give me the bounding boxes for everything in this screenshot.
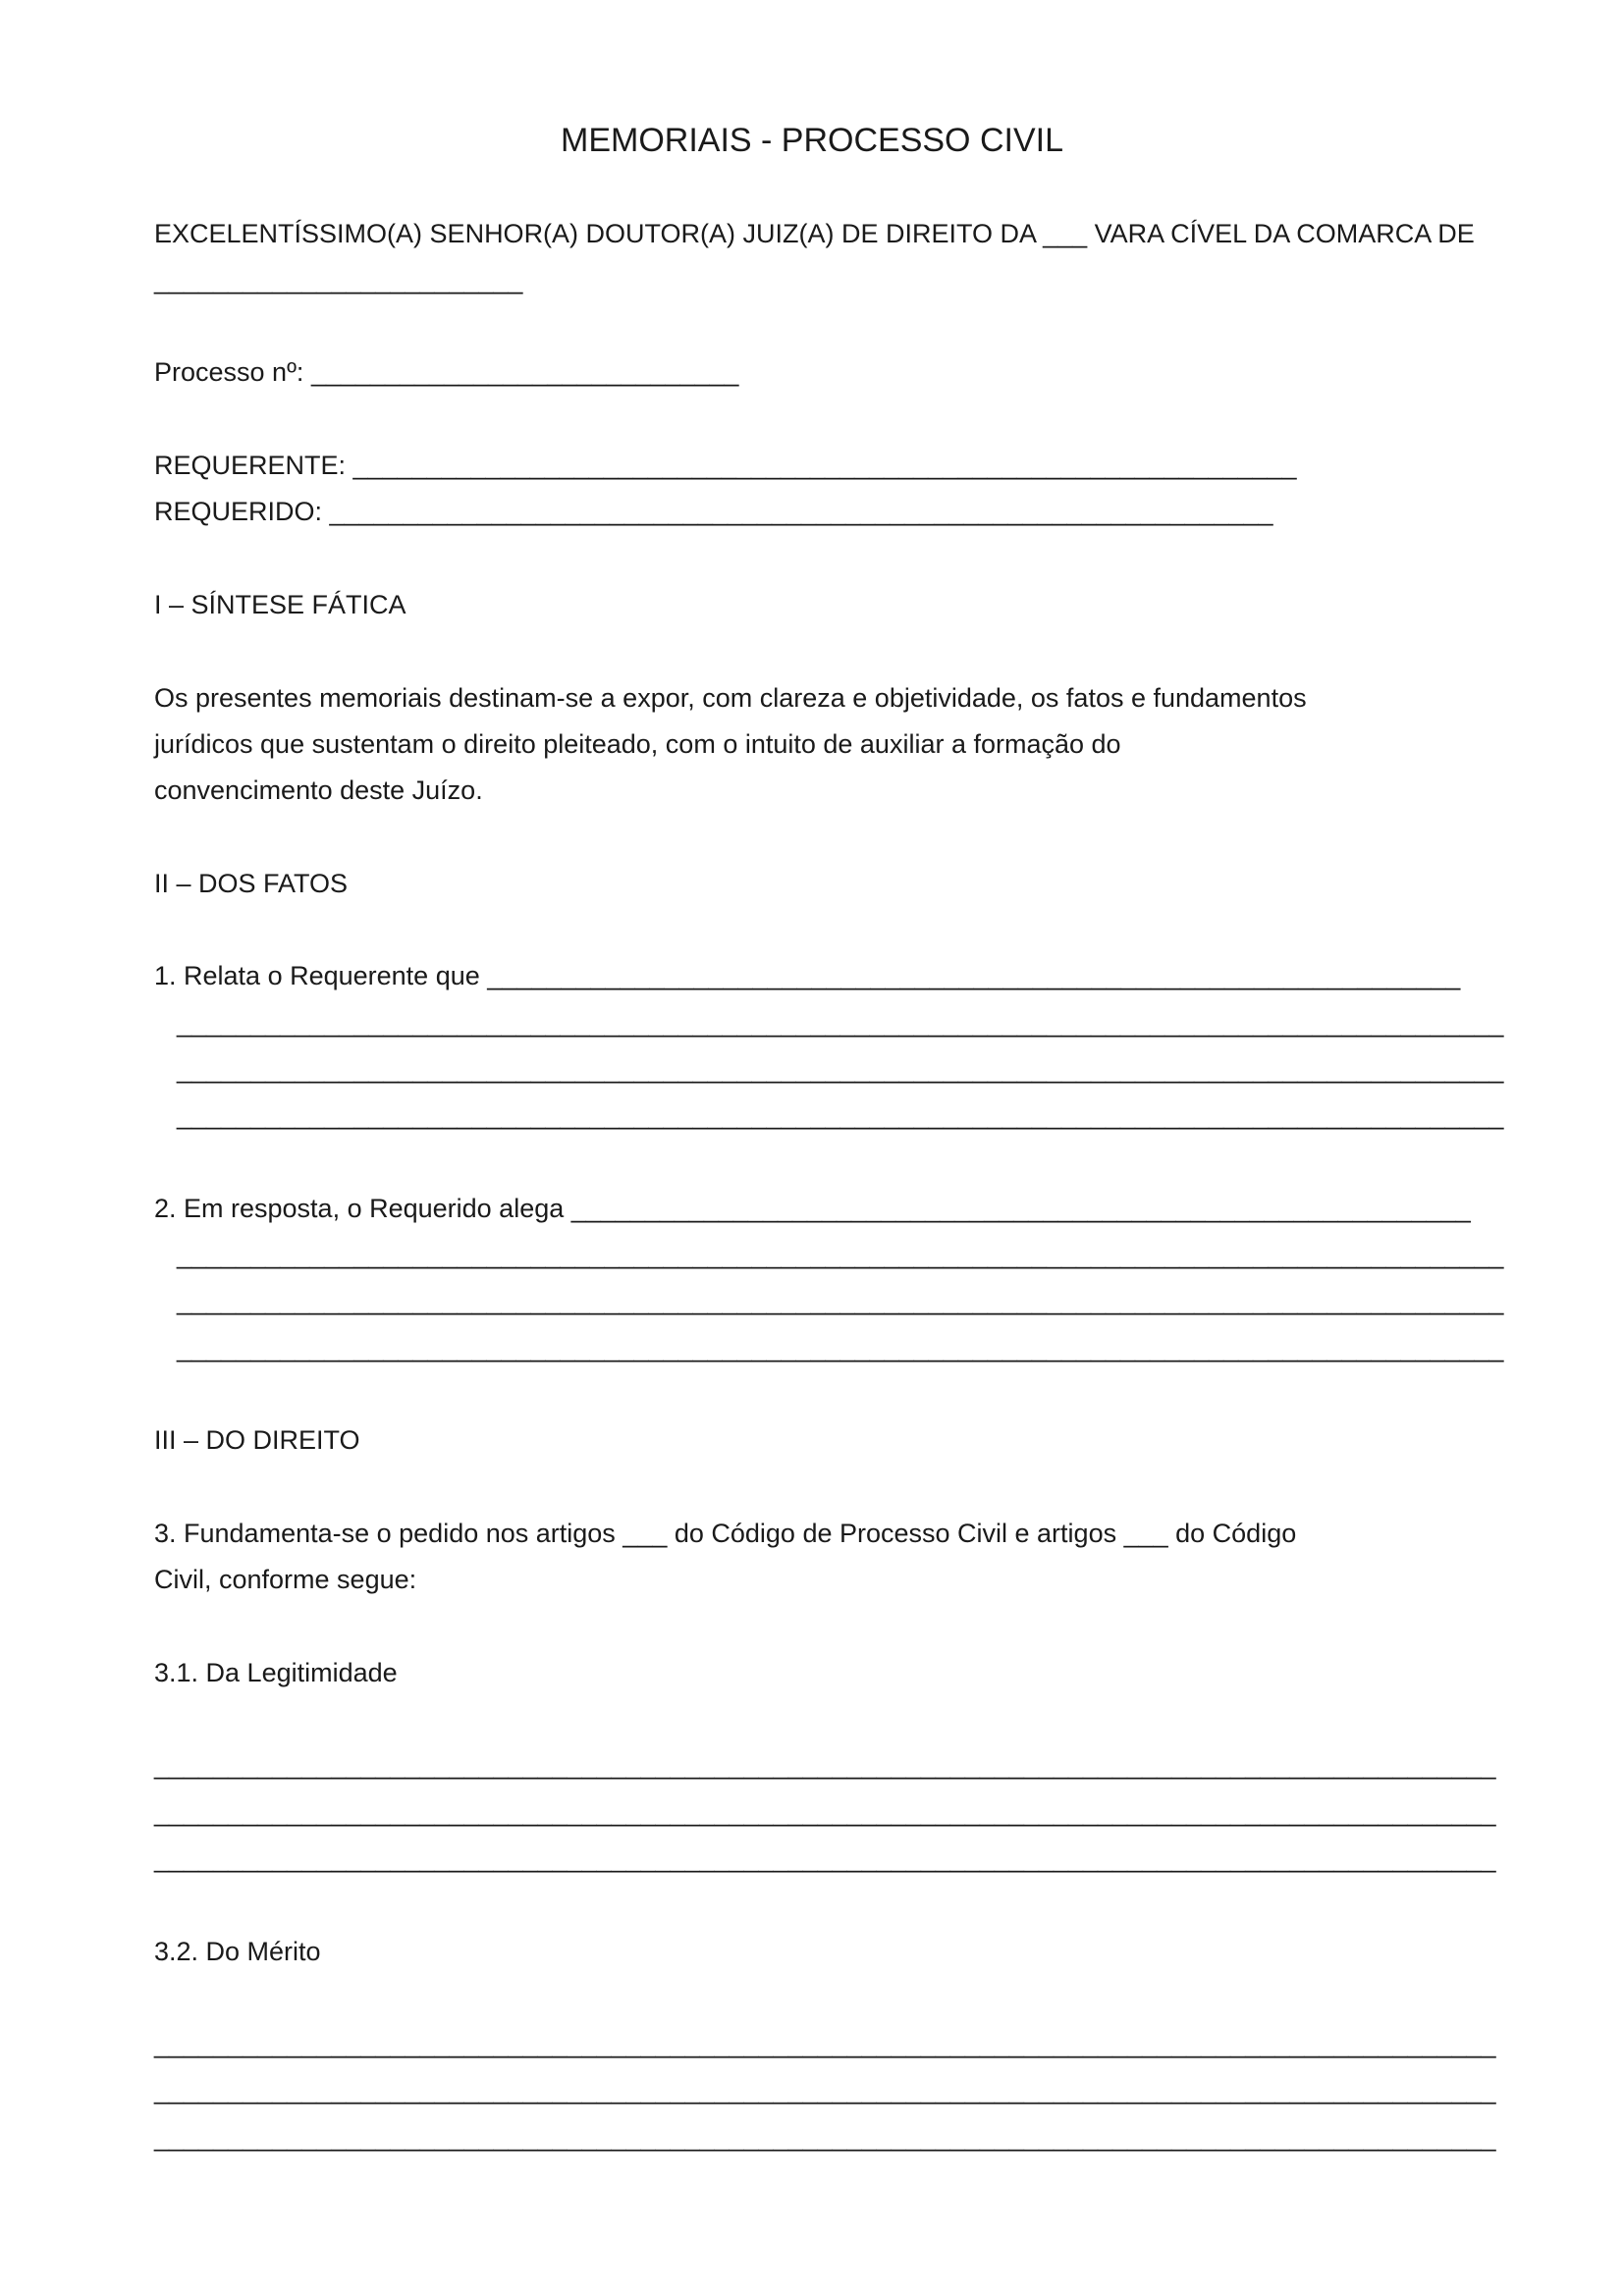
item-1-blank-line: __________________________________________________________________________________________ — [177, 1053, 1504, 1084]
item-2-blank-line: __________________________________________________________________________________________ — [177, 1240, 1504, 1270]
process-number-blank: _____________________________ — [310, 357, 739, 388]
merito-blank-line: ___________________________________________________________________________________________ — [154, 2029, 1496, 2059]
paragraph-line: jurídicos que sustentam o direito pleiteado, com o intuito de auxiliar a formação do — [154, 728, 1121, 759]
process-number-line — [154, 349, 1541, 396]
addressing-line: EXCELENTÍSSIMO(A) SENHOR(A) DOUTOR(A) JUIZ(A) DE DIREITO DA ___ VARA CÍVEL DA COMARCA DE — [154, 218, 1475, 248]
heading-dos-fatos: II – DOS FATOS — [154, 868, 349, 898]
addressing-block — [154, 211, 1541, 304]
process-number-label: Processo nº: — [154, 357, 311, 388]
item-1-blank-line: __________________________________________________________________________________________ — [177, 1100, 1504, 1131]
item-2-blank-line: __________________________________________________________________________________________ — [177, 1332, 1504, 1362]
merito-blank-line: ___________________________________________________________________________________________ — [154, 2121, 1496, 2152]
heading-do-direito: III – DO DIREITO — [154, 1425, 360, 1456]
subsection-legitimidade — [154, 1650, 1541, 1882]
item-1-inline-blank: __________________________________________________________________ — [487, 961, 1461, 991]
parties-block — [154, 443, 1541, 536]
item-2-lead: 2. Em resposta, o Requerido alega — [154, 1193, 571, 1223]
addressing-continuation-blank: _________________________ — [154, 264, 523, 294]
heading-da-legitimidade: 3.1. Da Legitimidade — [154, 1657, 398, 1687]
paragraph-line: Os presentes memoriais destinam-se a expor, com clareza e objetividade, os fatos e fundamentos — [154, 682, 1307, 713]
item-1-block — [154, 953, 1541, 1139]
item-2-line — [154, 1186, 1541, 1232]
item-2-inline-blank: _____________________________________________________________ — [570, 1193, 1471, 1223]
item-1-blank-line: __________________________________________________________________________________________ — [177, 1007, 1504, 1038]
item-1-lead: 1. Relata o Requerente que — [154, 961, 488, 991]
section-dos-fatos — [154, 861, 1541, 1371]
item-2-blank-line: __________________________________________________________________________________________ — [177, 1286, 1504, 1316]
intro-paragraph — [154, 675, 1541, 815]
requerido-label: REQUERIDO: — [154, 497, 330, 527]
item-3-line: 3. Fundamenta-se o pedido nos artigos ___ do Código de Processo Civil e artigos ___ do Código — [154, 1518, 1297, 1548]
item-3-line: Civil, conforme segue: — [154, 1565, 417, 1595]
subsection-merito — [154, 1929, 1541, 2161]
item-2-block — [154, 1186, 1541, 1371]
legitimidade-blank-line: ___________________________________________________________________________________________ — [154, 1750, 1496, 1781]
item-3-paragraph — [154, 1511, 1541, 1604]
document-title: MEMORIAIS - PROCESSO CIVIL — [561, 122, 1063, 159]
section-do-direito — [154, 1417, 1541, 2161]
heading-do-merito: 3.2. Do Mérito — [154, 1936, 321, 1966]
merito-blank-line: ___________________________________________________________________________________________ — [154, 2075, 1496, 2106]
requerente-blank: ________________________________________________________________ — [352, 451, 1297, 481]
requerente-line — [154, 443, 1541, 489]
legitimidade-blank-line: ___________________________________________________________________________________________ — [154, 1796, 1496, 1827]
requerente-label: REQUERENTE: — [154, 451, 353, 481]
section-sintese-fatica — [154, 582, 1541, 814]
item-1-line — [154, 953, 1541, 999]
requerido-line — [154, 489, 1541, 535]
paragraph-line: convencimento deste Juízo. — [154, 775, 483, 806]
heading-sintese-fatica: I – SÍNTESE FÁTICA — [154, 589, 406, 619]
requerido-blank: ________________________________________________________________ — [329, 497, 1273, 527]
legitimidade-blank-line: ___________________________________________________________________________________________ — [154, 1842, 1496, 1873]
